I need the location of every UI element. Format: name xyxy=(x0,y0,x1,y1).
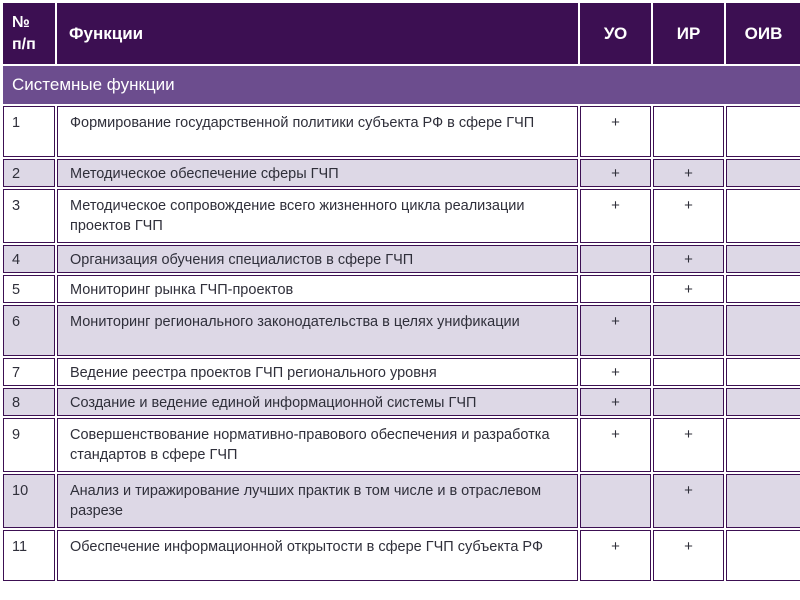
row-oiv-mark xyxy=(726,189,800,243)
row-function: Методическое сопровождение всего жизненного цикла реализации проектов ГЧП xyxy=(57,189,578,243)
row-oiv-mark xyxy=(726,305,800,356)
row-uo-mark: + xyxy=(580,358,651,386)
row-ir-mark: + xyxy=(653,159,724,187)
row-ir-mark: + xyxy=(653,245,724,273)
table-row xyxy=(3,159,800,187)
row-function: Мониторинг рынка ГЧП-проектов xyxy=(57,275,578,303)
table-row xyxy=(3,358,800,386)
row-number: 6 xyxy=(3,305,55,356)
row-number: 4 xyxy=(3,245,55,273)
row-uo-mark xyxy=(580,245,651,273)
table-row xyxy=(3,245,800,273)
row-function: Обеспечение информационной открытости в сфере ГЧП субъекта РФ xyxy=(57,530,578,581)
row-uo-mark: + xyxy=(580,530,651,581)
row-oiv-mark xyxy=(726,159,800,187)
row-ir-mark xyxy=(653,388,724,416)
header-oiv: ОИВ xyxy=(726,3,800,64)
row-oiv-mark xyxy=(726,530,800,581)
row-oiv-mark xyxy=(726,358,800,386)
row-ir-mark xyxy=(653,106,724,157)
row-ir-mark xyxy=(653,305,724,356)
row-function: Формирование государственной политики субъекта РФ в сфере ГЧП xyxy=(57,106,578,157)
table-row xyxy=(3,106,800,157)
row-oiv-mark xyxy=(726,388,800,416)
row-ir-mark: + xyxy=(653,530,724,581)
row-number: 5 xyxy=(3,275,55,303)
table-row xyxy=(3,275,800,303)
row-number: 2 xyxy=(3,159,55,187)
table-row xyxy=(3,305,800,356)
row-uo-mark xyxy=(580,474,651,528)
row-oiv-mark xyxy=(726,474,800,528)
section-title: Системные функции xyxy=(3,66,800,104)
row-ir-mark: + xyxy=(653,474,724,528)
row-uo-mark: + xyxy=(580,159,651,187)
row-function: Создание и ведение единой информационной системы ГЧП xyxy=(57,388,578,416)
row-number: 3 xyxy=(3,189,55,243)
table-row xyxy=(3,388,800,416)
row-number: 7 xyxy=(3,358,55,386)
row-ir-mark: + xyxy=(653,189,724,243)
row-function: Анализ и тиражирование лучших практик в том числе и в отраслевом разрезе xyxy=(57,474,578,528)
header-ir: ИР xyxy=(653,3,724,64)
row-number: 9 xyxy=(3,418,55,472)
row-function: Мониторинг регионального законодательства в целях унификации xyxy=(57,305,578,356)
row-ir-mark xyxy=(653,358,724,386)
row-uo-mark: + xyxy=(580,106,651,157)
row-oiv-mark xyxy=(726,106,800,157)
row-uo-mark: + xyxy=(580,189,651,243)
header-number: № п/п xyxy=(3,3,55,64)
table-row xyxy=(3,418,800,472)
table-header-row xyxy=(3,3,800,64)
row-uo-mark: + xyxy=(580,418,651,472)
row-number: 10 xyxy=(3,474,55,528)
row-ir-mark: + xyxy=(653,418,724,472)
table-row xyxy=(3,474,800,528)
row-uo-mark xyxy=(580,275,651,303)
row-uo-mark: + xyxy=(580,388,651,416)
table-row xyxy=(3,530,800,581)
row-oiv-mark xyxy=(726,275,800,303)
row-ir-mark: + xyxy=(653,275,724,303)
section-row xyxy=(3,66,800,104)
row-function: Ведение реестра проектов ГЧП регионального уровня xyxy=(57,358,578,386)
row-function: Методическое обеспечение сферы ГЧП xyxy=(57,159,578,187)
table-row xyxy=(3,189,800,243)
row-oiv-mark xyxy=(726,418,800,472)
row-function: Совершенствование нормативно-правового обеспечения и разработка стандартов в сфере ГЧП xyxy=(57,418,578,472)
functions-table-grid xyxy=(1,1,800,583)
row-number: 8 xyxy=(3,388,55,416)
row-number: 11 xyxy=(3,530,55,581)
row-number: 1 xyxy=(3,106,55,157)
row-oiv-mark xyxy=(726,245,800,273)
row-uo-mark: + xyxy=(580,305,651,356)
header-functions: Функции xyxy=(57,3,578,64)
row-function: Организация обучения специалистов в сфере ГЧП xyxy=(57,245,578,273)
header-uo: УО xyxy=(580,3,651,64)
